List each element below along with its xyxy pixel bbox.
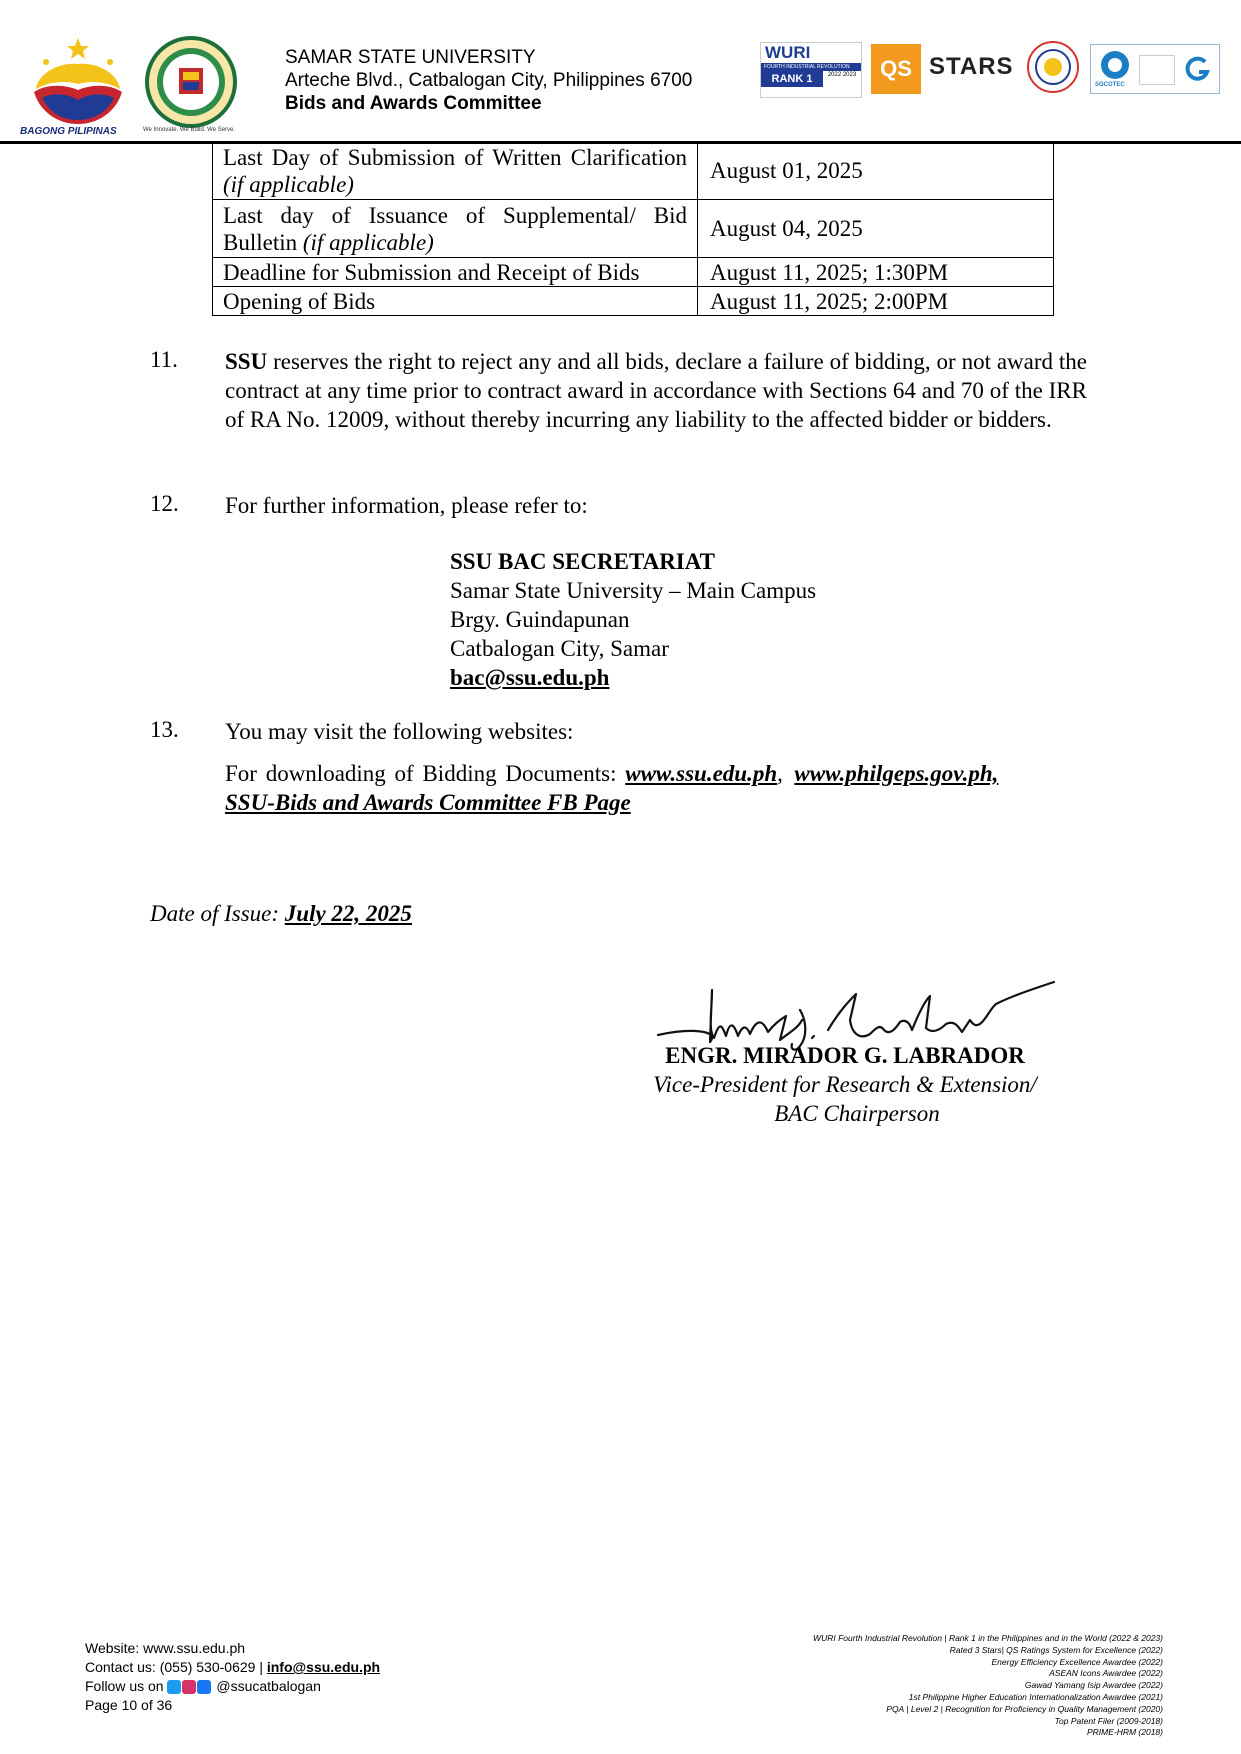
award-line: PQA | Level 2 | Recognition for Proficiency in Quality Management (2020) [886, 1703, 1163, 1714]
bagong-pilipinas-label: BAGONG PILIPINAS [20, 126, 117, 137]
wurj-sub: FOURTH INDUSTRIAL REVOLUTION [761, 63, 861, 71]
bac-fb-page-link[interactable]: SSU-Bids and Awards Committee FB Page [225, 790, 631, 815]
university-name: SAMAR STATE UNIVERSITY [285, 47, 536, 68]
footer-contact-line: Contact us: (055) 530-0629 | info@ssu.edu.ph [85, 1659, 381, 1675]
date-cell: August 04, 2025 [698, 200, 1054, 258]
office-name: Bids and Awards Committee [285, 93, 542, 114]
footer-awards [813, 1633, 1163, 1739]
issue-date: July 22, 2025 [284, 901, 412, 926]
ssu-website-link[interactable]: www.ssu.edu.ph [625, 761, 778, 786]
item-13-number: 13. [150, 717, 179, 742]
date-cell: August 01, 2025 [698, 142, 1054, 200]
item-13-text: You may visit the following websites: [225, 719, 574, 744]
twitter-icon[interactable] [167, 1680, 181, 1694]
award-line: 1st Philippine Higher Education Internationalization Awardee (2021) [908, 1691, 1163, 1702]
schedule-table [212, 141, 1054, 316]
bac-email-link[interactable]: bac@ssu.edu.ph [450, 665, 610, 690]
item-12-text: For further information, please refer to: [225, 493, 588, 518]
qs-logo: QS [871, 44, 921, 94]
activity-cell: Last day of Issuance of Supplemental/ Bid Bulletin (if applicable) [213, 200, 698, 258]
award-line: WURI Fourth Industrial Revolution | Rank 1 in the Philippines and in the World (2022 & 2023) [813, 1633, 1163, 1643]
contact-line-3: Catbalogan City, Samar [450, 636, 669, 661]
date-cell: August 11, 2025; 1:30PM [698, 258, 1054, 287]
award-line: Gawad Yamang Isip Awardee (2022) [1024, 1680, 1163, 1691]
signatory-title-2: BAC Chairperson [774, 1101, 940, 1126]
award-line: ASEAN Icons Awardee (2022) [1049, 1668, 1163, 1679]
item-12-number: 12. [150, 491, 179, 516]
bac-contact-block [450, 547, 816, 692]
socotec-label: SOCOTEC [1095, 82, 1125, 88]
qs-stars-badge [871, 44, 1014, 94]
wurj-title: WURI [765, 43, 811, 62]
facebook-icon[interactable] [197, 1680, 211, 1694]
motto: We Innovate. We Build. We Serve. [143, 127, 236, 133]
date-of-issue: Date of Issue: July 22, 2025 [150, 901, 412, 926]
item-11-text: SSU reserves the right to reject any and all bids, declare a failure of bidding, or not award the contract at any time prior to contract award in accordance with Sections 64 and 70 of the IRR of RA No. 12009, without thereby incurring any liability to the affected bidder or bidders. [225, 349, 1087, 432]
philgeps-link[interactable]: www.philgeps.gov.ph, [794, 761, 999, 786]
table-row [213, 258, 1054, 287]
bagong-pilipinas-logo [28, 34, 128, 126]
signatory-name: ENGR. MIRADOR G. LABRADOR [665, 1043, 1025, 1068]
cert-g-icon [1183, 54, 1213, 84]
footer-email-link[interactable]: info@ssu.edu.ph [266, 1659, 381, 1675]
award-line: Rated 3 Stars| QS Ratings System for Excellence (2022) [949, 1644, 1163, 1655]
bac-secretariat-title: SSU BAC SECRETARIAT [450, 549, 715, 574]
footer-follow: Follow us on @ssucatbalogan [85, 1678, 321, 1694]
activity-cell: Deadline for Submission and Receipt of Bids [213, 258, 698, 287]
header-text [285, 46, 692, 115]
table-row [213, 287, 1054, 316]
award-line: PRIME-HRM (2018) [1086, 1727, 1163, 1738]
contact-line-1: Samar State University – Main Campus [450, 578, 817, 603]
signatory-block [610, 1041, 1080, 1128]
item-13-downloads: For downloading of Bidding Documents: www.ssu.edu.ph, www.philgeps.gov.ph, SSU-Bids and Awards Committee FB Page [225, 761, 999, 815]
instagram-icon[interactable] [182, 1680, 196, 1694]
wurj-years: 2022 2023 [827, 72, 857, 78]
qs-stars-label: STARS [929, 53, 1014, 80]
award-line: Energy Efficiency Excellence Awardee (2022) [991, 1656, 1163, 1667]
footer-website: Website: www.ssu.edu.ph [85, 1640, 246, 1656]
award-seal-icon [1026, 40, 1080, 94]
footer-contact [85, 1639, 380, 1715]
activity-cell: Last Day of Submission of Written Clarification (if applicable) [213, 142, 698, 200]
wurj-badge [760, 42, 862, 98]
page-number: Page 10 of 36 [85, 1697, 173, 1713]
ssu-lead: SSU [225, 349, 268, 374]
wurj-rank: RANK 1 [761, 71, 823, 87]
university-address: Arteche Blvd., Catbalogan City, Philippines 6700 [285, 70, 693, 91]
date-cell: August 11, 2025; 2:00PM [698, 287, 1054, 316]
table-row [213, 200, 1054, 258]
contact-line-2: Brgy. Guindapunan [450, 607, 630, 632]
socotec-badge [1090, 44, 1220, 94]
item-11-number: 11. [150, 347, 178, 372]
award-line: Top Patent Filer (2009-2018) [1054, 1715, 1163, 1726]
table-row [213, 142, 1054, 200]
activity-cell: Opening of Bids [213, 287, 698, 316]
socotec-icon [1095, 47, 1135, 87]
ssu-seal-logo [143, 34, 239, 130]
signatory-title-1: Vice-President for Research & Extension/ [653, 1072, 1037, 1097]
